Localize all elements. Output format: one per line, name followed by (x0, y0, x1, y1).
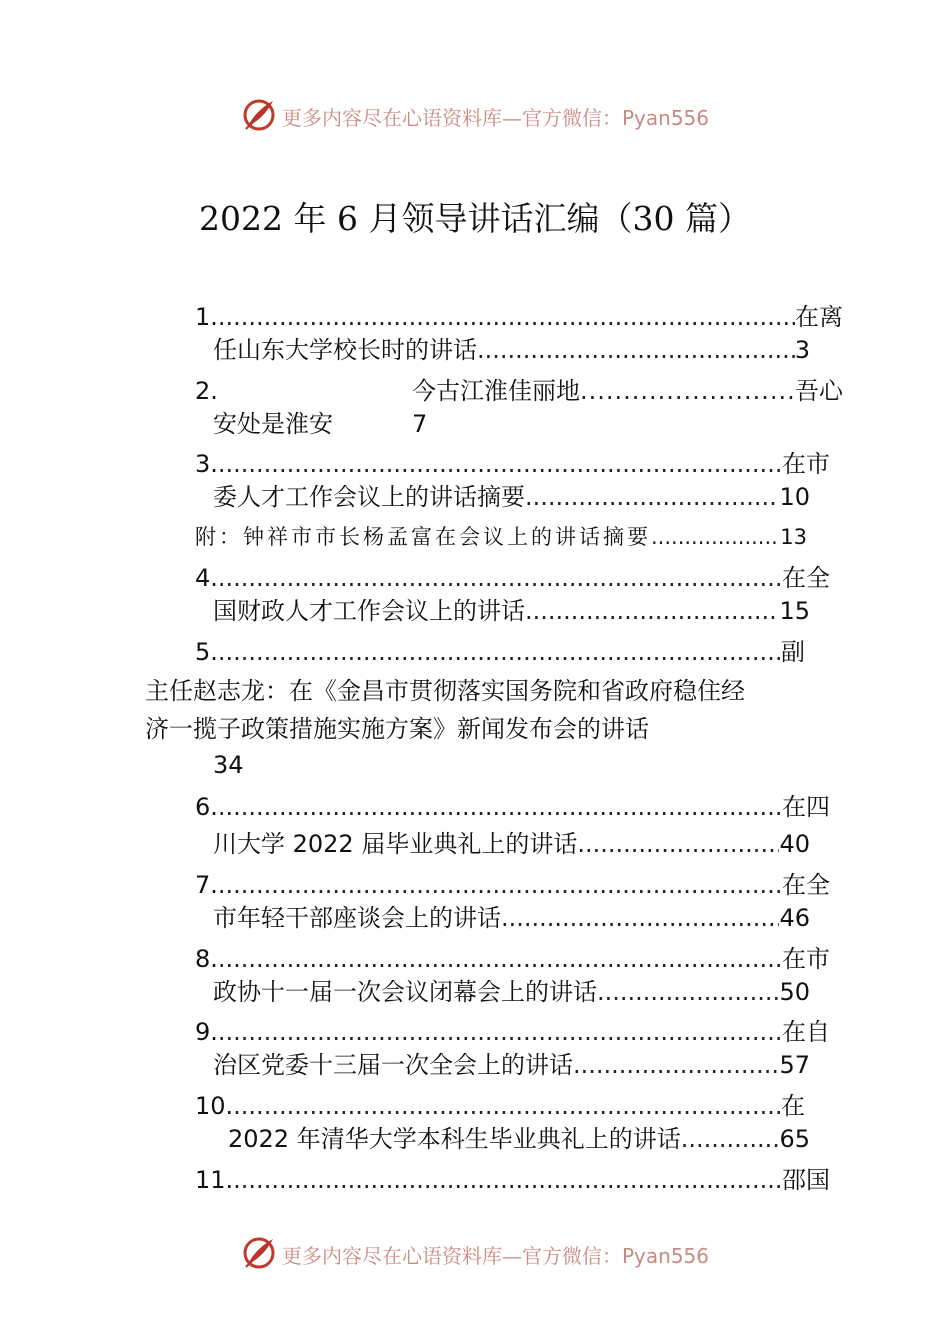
page-title: 2022 年 6 月领导讲话汇编（30 篇） (199, 199, 751, 238)
toc-entry-11: 11. ..... 邵国 (195, 1165, 830, 1195)
toc-entry-7: 7. ..... 在全 (195, 870, 830, 900)
toc-entry-2: 今古江淮佳丽地 ..... 吾心 (412, 376, 843, 406)
toc-entry-1-cont: 任山东大学校长时的讲话 ..... 3 (213, 335, 810, 365)
toc-entry-6: 6. ..... 在四 (195, 792, 830, 822)
toc-entry-8: 8. ..... 在市 (195, 944, 830, 974)
toc-entry-3-cont: 委人才工作会议上的讲话摘要 ..... 10 (213, 482, 810, 512)
toc-entry-2-cont: 安处是淮安 (213, 410, 333, 438)
wechat-id: Pyan556 (622, 1244, 710, 1268)
toc-entry-5-line2: 主任赵志龙：在《金昌市贯彻落实国务院和省政府稳住经 (145, 677, 745, 705)
toc-entry-1: 1. ..... 在离 (195, 302, 843, 332)
toc-entry-5-line3: 济一揽子政策措施实施方案》新闻发布会的讲话 (145, 715, 649, 743)
feather-logo-icon (240, 96, 278, 134)
feather-logo-icon (240, 1234, 278, 1272)
toc-entry-4: 4. ..... 在全 (195, 563, 830, 593)
toc-entry-7-cont: 市年轻干部座谈会上的讲话 ..... 46 (213, 903, 810, 933)
toc-entry-10: 10. ..... 在 (195, 1091, 805, 1121)
wechat-id: Pyan556 (622, 106, 710, 130)
toc-entry-3: 3. ..... 在市 (195, 449, 830, 479)
watermark-banner-bottom (0, 1232, 950, 1276)
toc-entry-10-cont: 2022 年清华大学本科生毕业典礼上的讲话 ..... 65 (228, 1124, 810, 1154)
banner-text: 更多内容尽在心语资料库—官方微信：Pyan556 (282, 106, 710, 130)
toc-entry-2-num: 2. (195, 377, 218, 405)
toc-entry-8-cont: 政协十一届一次会议闭幕会上的讲话 ..... 50 (213, 977, 810, 1007)
toc-entry-5: 5. ..... 副 (195, 637, 805, 667)
toc-appendix: 附：钟祥市市长杨孟富在会议上的讲话摘要 ..... 13 (195, 522, 807, 552)
toc-entry-9: 9. ..... 在自 (195, 1017, 830, 1047)
toc-entry-9-cont: 治区党委十三届一次全会上的讲话 ..... 57 (213, 1050, 810, 1080)
banner-text: 更多内容尽在心语资料库—官方微信：Pyan556 (282, 1244, 710, 1268)
toc-entry-6-cont: 川大学 2022 届毕业典礼上的讲话 ..... 40 (213, 829, 810, 859)
watermark-banner-top (0, 94, 950, 138)
toc-entry-4-cont: 国财政人才工作会议上的讲话 ..... 15 (213, 596, 810, 626)
toc-entry-5-page: 34 (213, 751, 244, 779)
toc-entry-2-page: 7 (412, 410, 428, 438)
